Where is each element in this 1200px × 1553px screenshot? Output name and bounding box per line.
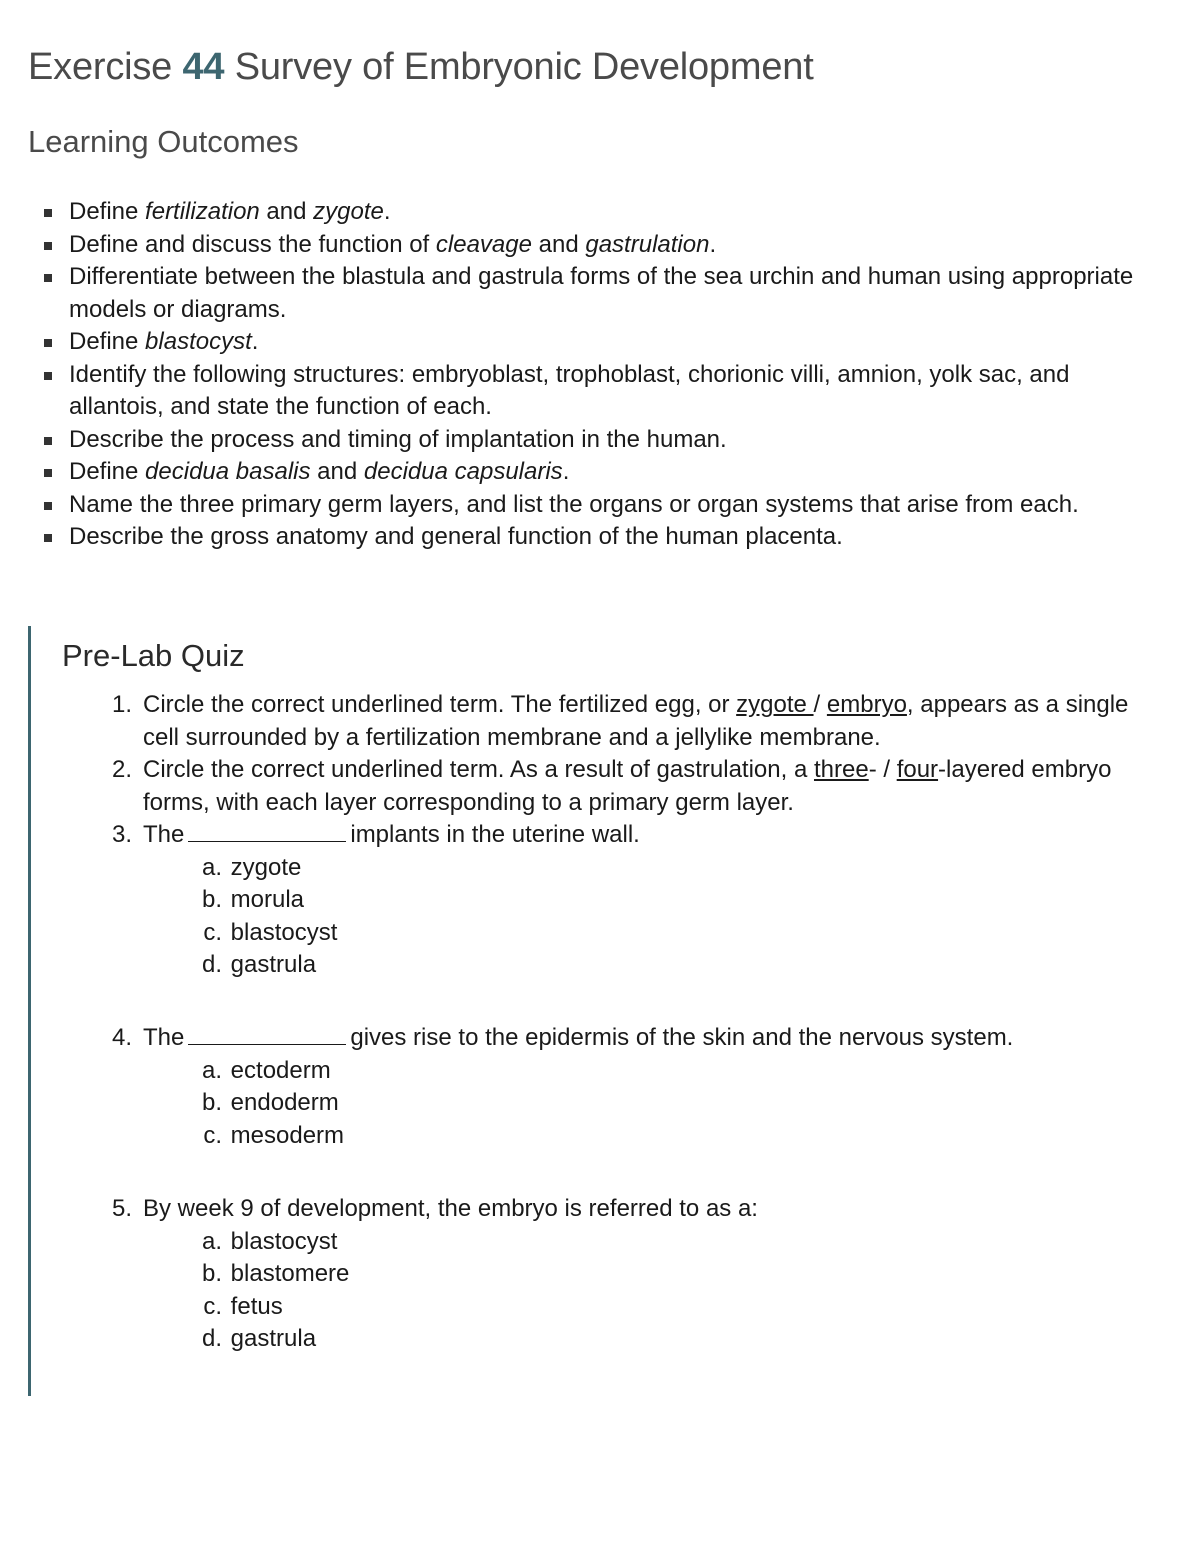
choice-separator: - / [868,756,897,783]
outcome-term: zygote [313,198,384,225]
outcome-text: . [709,230,717,258]
quiz-accent-bar [28,626,31,1396]
option-letter: b. [201,1089,222,1116]
exercise-number: 44 [182,46,225,88]
outcome-text: Define [69,328,146,355]
quiz-question-4 [112,1022,1153,1152]
question-text: By week 9 of development, the embryo is referred to as a: [143,1195,758,1222]
answer-options [192,852,1153,982]
outcome-text: . [562,458,570,485]
answer-option[interactable] [192,1323,1153,1356]
question-text [143,1022,1153,1055]
outcome-item [44,489,1154,522]
outcome-text: Define and discuss the function of [69,230,436,258]
answer-option[interactable] [192,1055,1153,1088]
square-bullet-icon [44,372,52,380]
square-bullet-icon [44,339,52,347]
question-prompt: Circle the correct underlined term. The fertilized egg, or [143,691,737,718]
answer-option[interactable] [192,949,1153,982]
answer-blank[interactable] [188,1026,346,1045]
outcome-text: . [383,198,391,225]
square-bullet-icon [44,242,52,250]
question-prompt-end: , appears as a single cell surrounded by a fertilization membrane and a jellylike membrane. [143,691,1129,751]
question-text [143,819,1153,852]
question-number: 1. [112,691,133,718]
choice-term-four[interactable]: four [896,756,939,783]
outcome-item [44,229,1154,262]
question-text [143,689,1153,754]
learning-outcomes-heading: Learning Outcomes [28,124,299,159]
option-letter: d. [201,951,222,978]
option-text: blastocyst [230,918,338,946]
square-bullet-icon [44,209,52,217]
square-bullet-icon [44,437,52,445]
quiz-question-3 [112,819,1153,982]
outcome-term: decidua basalis [145,458,311,485]
option-letter: a. [201,1056,222,1084]
question-prompt: The [143,821,185,848]
choice-term-zygote[interactable]: zygote [736,691,814,718]
square-bullet-icon [44,274,52,282]
question-prompt-end: implants in the uterine wall. [350,821,640,848]
answer-option[interactable] [192,1291,1153,1324]
option-letter: c. [203,1121,222,1149]
question-prompt-end: gives rise to the epidermis of the skin and the nervous system. [350,1024,1014,1051]
outcome-text: Name the three primary germ layers, and list the organs or organ systems that arise from each. [69,490,1079,518]
outcome-text: Describe the gross anatomy and general function of the human placenta. [69,523,843,550]
option-text: fetus [230,1292,283,1320]
option-text: ectoderm [230,1056,331,1084]
answer-options [192,1055,1153,1153]
outcome-item [44,261,1154,326]
exercise-word: Exercise [28,46,173,88]
option-text: blastomere [230,1260,350,1287]
square-bullet-icon [44,534,52,542]
option-text: zygote [230,853,302,881]
outcome-item [44,456,1154,489]
outcome-item [44,359,1154,424]
option-letter: b. [201,886,222,913]
quiz-heading: Pre-Lab Quiz [62,638,245,673]
quiz-question-1 [112,689,1153,754]
learning-outcomes-list [44,196,1154,554]
option-text: gastrula [230,1325,317,1352]
outcome-text: Describe the process and timing of implantation in the human. [69,425,727,453]
outcome-item [44,326,1154,359]
quiz-question-5 [112,1193,1153,1356]
option-letter: c. [203,918,222,946]
option-text: gastrula [230,951,317,978]
square-bullet-icon [44,469,52,477]
option-text: endoderm [230,1089,339,1116]
outcome-text: and [531,230,586,258]
outcome-term: decidua capsularis [363,458,563,485]
option-letter: a. [201,853,222,881]
question-number: 2. [112,756,133,783]
option-text: mesoderm [230,1121,345,1149]
question-prompt: The [143,1024,185,1051]
answer-option[interactable] [192,1120,1153,1153]
answer-option[interactable] [192,1226,1153,1259]
question-number: 4. [112,1024,133,1051]
outcome-item [44,521,1154,554]
answer-blank[interactable] [188,823,346,842]
outcome-text: and [259,198,314,225]
outcome-item [44,424,1154,457]
question-number: 3. [112,821,133,848]
choice-term-embryo[interactable]: embryo [826,691,907,718]
outcome-text: Differentiate between the blastula and gastrula forms of the sea urchin and human using appropriate models or diagrams. [69,263,1134,323]
page-title [28,46,814,89]
exercise-title: Survey of Embryonic Development [234,46,814,88]
answer-option[interactable] [192,917,1153,950]
option-letter: a. [201,1227,222,1255]
answer-option[interactable] [192,884,1153,917]
outcome-text: Identify the following structures: embryoblast, trophoblast, chorionic villi, amnion, yolk sac, and allantois, and state the function of each. [69,360,1070,420]
question-prompt: Circle the correct underlined term. As a result of gastrulation, a [143,756,814,783]
answer-options [192,1226,1153,1356]
choice-separator: / [813,691,821,718]
outcome-term: cleavage [435,230,532,258]
option-letter: c. [203,1292,222,1320]
answer-option[interactable] [192,1087,1153,1120]
outcome-item [44,196,1154,229]
option-letter: b. [201,1260,222,1287]
question-prompt-end: -layered embryo forms, with each layer corresponding to a primary germ layer. [143,756,1112,816]
answer-option[interactable] [192,852,1153,885]
question-number: 5. [112,1195,133,1222]
option-text: morula [230,886,305,913]
outcome-term: gastrulation [585,230,710,258]
option-letter: d. [201,1325,222,1352]
square-bullet-icon [44,502,52,510]
outcome-text: . [251,328,259,355]
question-text [143,754,1153,819]
choice-term-three[interactable]: three [813,756,869,783]
answer-option[interactable] [192,1258,1153,1291]
outcome-term: fertilization [145,198,260,225]
outcome-text: and [310,458,364,485]
outcome-text: Define [69,198,146,225]
quiz-question-2 [112,754,1153,819]
outcome-text: Define [69,458,146,485]
outcome-term: blastocyst [145,328,252,355]
option-text: blastocyst [230,1227,338,1255]
